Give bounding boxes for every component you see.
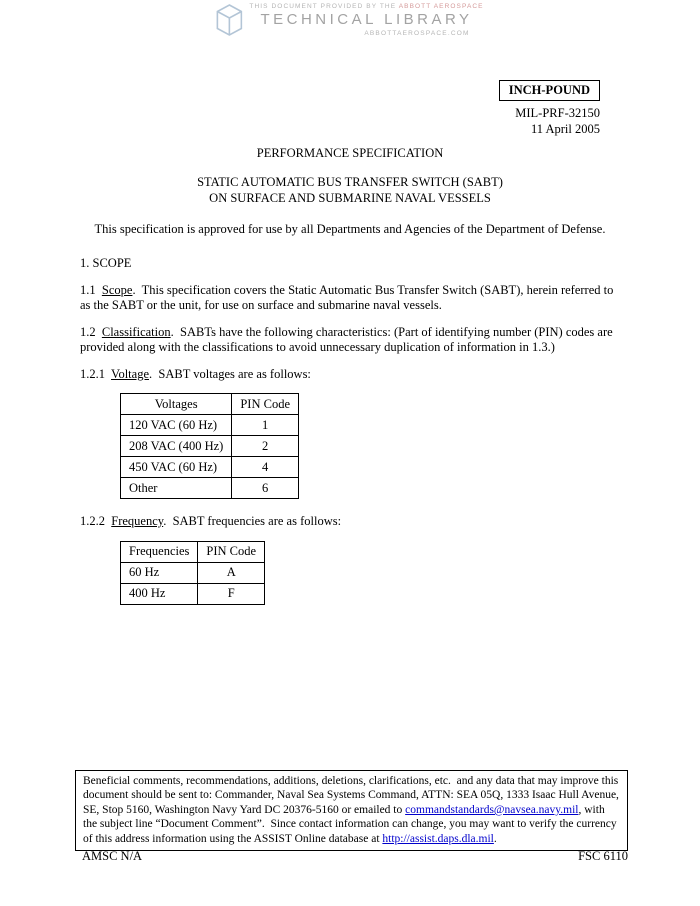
- amsc-number: AMSC N/A: [82, 849, 143, 863]
- paragraph-1-1: [80, 283, 620, 314]
- banner-provided-prefix: THIS DOCUMENT PROVIDED BY THE: [249, 3, 399, 10]
- abbott-banner-text: [249, 3, 483, 37]
- assist-database-link[interactable]: http://assist.daps.dla.mil: [382, 832, 494, 845]
- banner-brand-name: ABBOTT AEROSPACE: [398, 3, 484, 10]
- voltage-cell: 208 VAC (400 Hz): [121, 436, 232, 457]
- comment-text-2: , with the subject line “Document Comment”. Since contact information can change, you may want to verify the currency of this address information using the ASSIST Online database at: [83, 803, 620, 845]
- paragraph-label-frequency: Frequency: [111, 514, 164, 528]
- table-header-row: [121, 394, 299, 415]
- email-link[interactable]: commandstandards@navsea.navy.mil: [405, 803, 579, 816]
- abbott-cube-logo-icon: [216, 4, 242, 36]
- voltage-cell: 120 VAC (60 Hz): [121, 415, 232, 436]
- paragraph-text: . SABTs have the following characteristics: (Part of identifying number (PIN) codes are provided along with the classifications to avoid unnecessary duplication of information in 1.3.): [80, 324, 616, 354]
- inch-pound-badge: INCH-POUND: [499, 80, 600, 101]
- banner-provided-line: [249, 3, 483, 10]
- pin-code-cell: A: [198, 562, 265, 583]
- table-row: [121, 583, 265, 604]
- paragraph-1-2: [80, 325, 620, 356]
- banner-website: ABBOTTAEROSPACE.COM: [364, 30, 470, 37]
- paragraph-label-classification: Classification: [101, 324, 171, 339]
- page-footer: [82, 849, 628, 864]
- pin-code-cell: F: [198, 583, 265, 604]
- spec-type-title: PERFORMANCE SPECIFICATION: [256, 146, 444, 160]
- table-row: [121, 562, 265, 583]
- pin-code-cell: 4: [232, 457, 299, 478]
- doc-number: MIL-PRF-32150: [515, 106, 600, 120]
- subject-line-1: STATIC AUTOMATIC BUS TRANSFER SWITCH (SABT): [197, 175, 503, 189]
- table-row: [121, 436, 299, 457]
- approval-statement: This specification is approved for use by all Departments and Agencies of the Department of Defense.: [94, 222, 606, 236]
- paragraph-number: 1.2.1: [80, 366, 112, 381]
- paragraph-text: . SABT frequencies are as follows:: [163, 514, 342, 528]
- paragraph-text: . SABT voltages are as follows:: [149, 366, 311, 381]
- voltages-column-header: Voltages: [121, 394, 232, 415]
- comment-text-3: .: [493, 832, 497, 845]
- beneficial-comments-box: [75, 770, 628, 851]
- paragraph-number: 1.2.2: [80, 514, 112, 528]
- voltage-cell: Other: [121, 478, 232, 499]
- pin-code-cell: 2: [232, 436, 299, 457]
- frequency-cell: 400 Hz: [121, 583, 198, 604]
- subject-line-2: ON SURFACE AND SUBMARINE NAVAL VESSELS: [209, 190, 491, 205]
- paragraph-label-voltage: Voltage: [111, 366, 149, 381]
- frequency-cell: 60 Hz: [121, 562, 198, 583]
- table-row: [121, 457, 299, 478]
- paragraph-number: 1.2: [80, 324, 102, 339]
- pin-code-cell: 6: [232, 478, 299, 499]
- frequencies-column-header: Frequencies: [121, 541, 198, 562]
- table-row: [121, 478, 299, 499]
- banner-title: TECHNICAL LIBRARY: [260, 11, 473, 28]
- pin-code-column-header: PIN Code: [232, 394, 299, 415]
- pin-code-cell: 1: [232, 415, 299, 436]
- frequency-table: [120, 541, 265, 605]
- doc-date: 11 April 2005: [531, 122, 600, 136]
- table-row: [121, 415, 299, 436]
- voltage-cell: 450 VAC (60 Hz): [121, 457, 232, 478]
- table-header-row: [121, 541, 265, 562]
- paragraph-number: 1.1: [80, 282, 102, 297]
- paragraph-1-2-2: [80, 514, 620, 530]
- section-heading-scope: 1. SCOPE: [80, 256, 132, 270]
- paragraph-1-2-1: [80, 367, 620, 383]
- paragraph-text: . This specification covers the Static Automatic Bus Transfer Switch (SABT), herein referred to as the SABT or the unit, for use on surface and submarine naval vessels.: [80, 282, 617, 312]
- voltage-table: [120, 393, 299, 499]
- comment-text-1: Beneficial comments, recommendations, additions, deletions, clarifications, etc. and any data that may improve this document should be sent to: Commander, Naval Sea Systems Command, ATTN: SEA 05Q, 1333 Isaac Hull Avenue, SE, Stop 5160, Washington Navy Yard DC 20376-5160 or emailed to: [83, 775, 622, 816]
- pin-code-column-header: PIN Code: [198, 541, 265, 562]
- paragraph-label-scope: Scope: [101, 282, 133, 297]
- fsc-number: FSC 6110: [578, 849, 628, 863]
- spec-subject-title: [0, 175, 700, 206]
- abbott-banner: [216, 3, 483, 37]
